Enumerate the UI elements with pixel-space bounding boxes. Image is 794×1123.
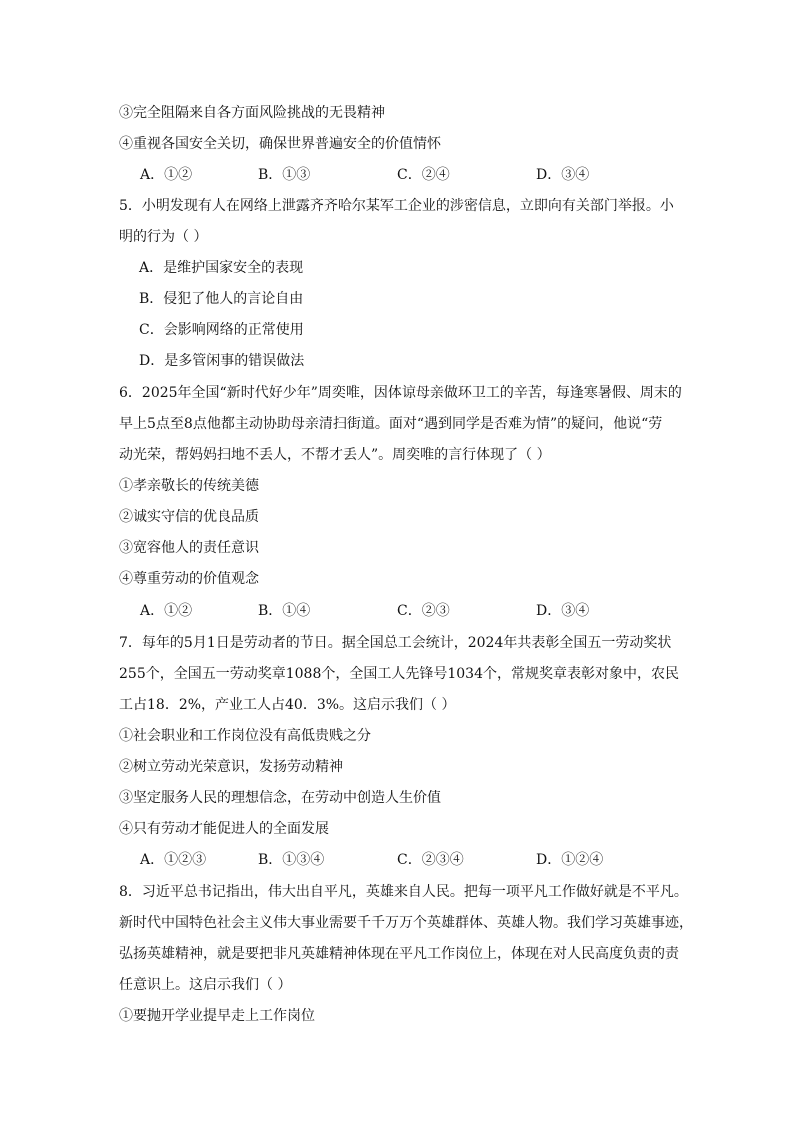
q6-item-4: ④尊重劳动的价值观念 [119,571,259,587]
q4-option-b: B．①③ [258,167,311,183]
q7-item-3: ③坚定服务人民的理想信念，在劳动中创造人生价值 [119,790,441,806]
q7-option-a: A．①②③ [140,852,207,868]
q6-option-a: A．①② [140,603,193,619]
q6-stem-line-2: 早上5点至8点他都主动协助母亲清扫街道。面对“遇到同学是否难为情”的疑问，他说“劳 [119,416,663,432]
q4-option-a: A．①② [140,167,193,183]
q4-item-3: ③完全阻隔来自各方面风险挑战的无畏精神 [119,105,385,121]
q8-item-1: ①要抛开学业提早走上工作岗位 [119,1008,315,1024]
q6-item-1: ①孝亲敬长的传统美德 [119,478,259,494]
q6-stem-line-3: 动光荣，帮妈妈扫地不丢人，不帮才丢人”。周奕唯的言行体现了（ ） [119,447,551,463]
q5-option-b: B．侵犯了他人的言论自由 [139,291,304,307]
q5-stem-line-2: 明的行为（ ） [119,229,208,245]
q7-item-2: ②树立劳动光荣意识，发扬劳动精神 [119,759,343,775]
q7-item-1: ①社会职业和工作岗位没有高低贵贱之分 [119,728,371,744]
q8-stem-line-2: 新时代中国特色社会主义伟大事业需要千千万万个英雄群体、英雄人物。我们学习英雄事迹， [119,915,693,931]
q5-option-d: D．是多管闲事的错误做法 [139,353,305,369]
q4-item-4: ④重视各国安全关切，确保世界普遍安全的价值情怀 [119,136,441,152]
q8-stem-line-1: 8．习近平总书记指出，伟大出自平凡，英雄来自人民。把每一项平凡工作做好就是不平凡。 [119,884,688,900]
q7-stem-line-2: 255个，全国五一劳动奖章1088个，全国工人先锋号1034个，常规奖章表彰对象中，农民 [119,666,679,682]
q6-item-3: ③宽容他人的责任意识 [119,540,259,556]
q7-option-b: B．①③④ [258,852,325,868]
q7-item-4: ④只有劳动才能促进人的全面发展 [119,821,329,837]
q5-option-a: A．是维护国家安全的表现 [139,260,304,276]
q7-stem-line-3: 工占18．2%，产业工人占40．3%。这启示我们（ ） [119,697,456,713]
q6-stem-line-1: 6．2025年全国“新时代好少年”周奕唯，因体谅母亲做环卫工的辛苦，每逢寒暑假、周末的 [119,385,682,401]
q7-option-d: D．①②④ [536,852,604,868]
q7-stem-line-1: 7．每年的5月1日是劳动者的节日。据全国总工会统计，2024年共表彰全国五一劳动奖状 [119,635,672,651]
q8-stem-line-3: 弘扬英雄精神，就是要把非凡英雄精神体现在平凡工作岗位上，体现在对人民高度负责的责 [119,946,679,962]
q6-item-2: ②诚实守信的优良品质 [119,509,259,525]
q6-option-d: D．③④ [536,603,590,619]
q7-option-c: C．②③④ [397,852,464,868]
q5-option-c: C．会影响网络的正常使用 [139,322,304,338]
q8-stem-line-4: 任意识上。这启示我们（ ） [119,977,292,993]
q6-option-c: C．②③ [397,603,450,619]
q6-option-b: B．①④ [258,603,311,619]
q4-option-c: C．②④ [397,167,450,183]
q5-stem-line-1: 5．小明发现有人在网络上泄露齐齐哈尔某军工企业的涉密信息，立即向有关部门举报。小 [119,198,674,214]
q4-option-d: D．③④ [536,167,590,183]
